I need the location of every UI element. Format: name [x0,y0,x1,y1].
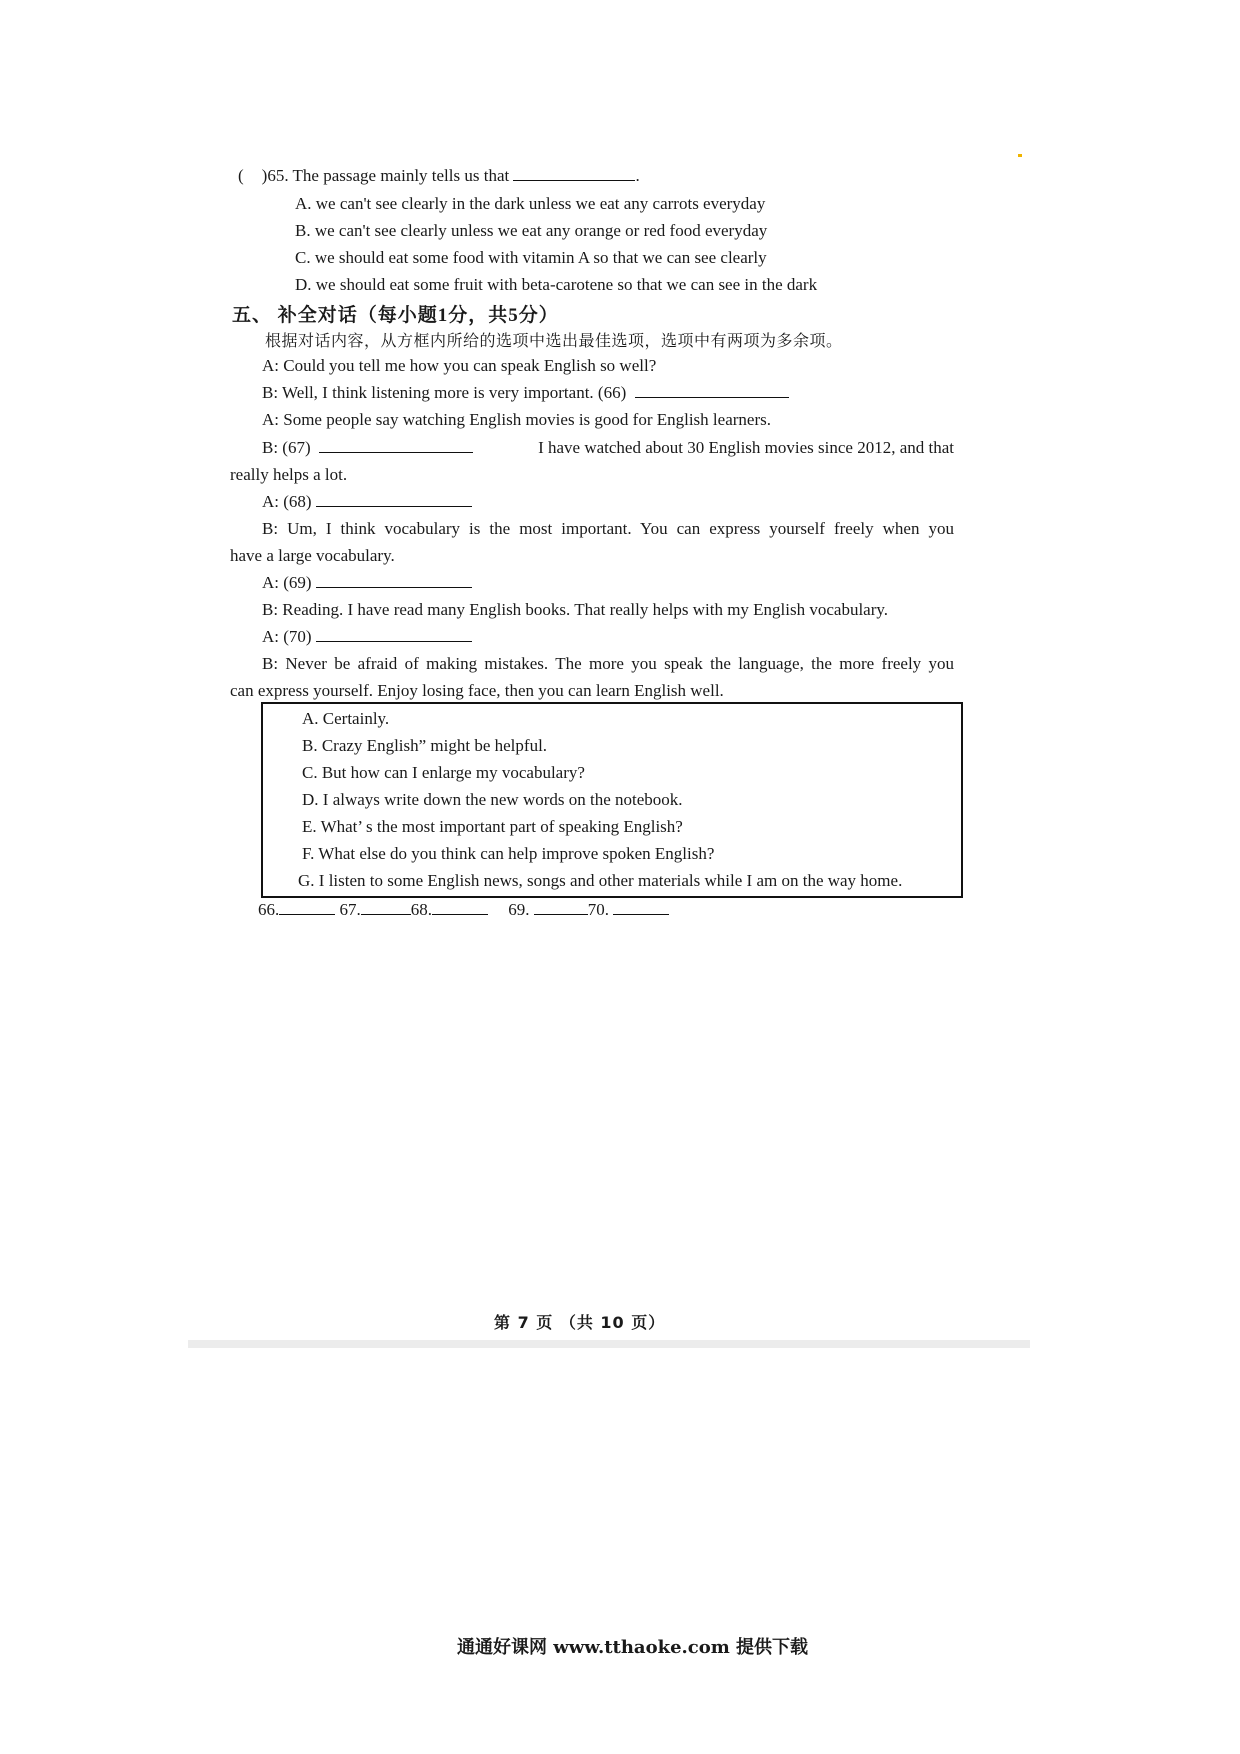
option-d: D. I always write down the new words on the notebook. [302,790,683,809]
blank-66[interactable] [635,383,789,398]
dialogue-line-2 [262,383,789,403]
section-heading: 五、 补全对话（每小题1分，共5分） [232,305,559,326]
option-c: C. But how can I enlarge my vocabulary? [302,763,585,782]
q65-period: . [635,166,640,185]
q65-stem-line [238,166,640,186]
dialogue-line-8: B: Reading. I have read many English books. That really helps with my English vocabulary. [262,600,889,619]
dialogue-line-4 [262,438,954,458]
option-e: E. What’ s the most important part of speaking English? [302,817,683,836]
dialogue-line-6-cont: have a large vocabulary. [230,546,395,565]
answer-row [258,900,669,920]
blank-69[interactable] [316,573,472,588]
q65-answer-paren: ( [238,166,244,185]
answer-blank-69[interactable] [534,900,588,915]
answer-label-70: 70. [587,900,609,919]
dialogue-line-10: B: Never be afraid of making mistakes. The more you speak the language, the more freely you [262,654,954,673]
dialogue-line-7-text: A: (69) [262,573,312,592]
answer-label-66: 66. [258,900,280,919]
option-b: B. Crazy English” might be helpful. [302,736,548,755]
option-f: F. What else do you think can help improve spoken English? [302,844,715,863]
dialogue-line-9-text: A: (70) [262,627,312,646]
dialogue-line-3: A: Some people say watching English movies is good for English learners. [262,410,771,429]
dialogue-line-4-text: I have watched about 30 English movies since 2012, and that [538,438,954,457]
section-instruction: 根据对话内容，从方框内所给的选项中选出最佳选项，选项中有两项为多余项。 [265,331,843,350]
dialogue-line-6: B: Um, I think vocabulary is the most important. You can express yourself freely when you [262,519,954,538]
blank-67[interactable] [319,438,473,453]
answer-blank-67[interactable] [361,900,411,915]
answer-blank-70[interactable] [613,900,669,915]
dialogue-line-5-text: A: (68) [262,492,312,511]
q65-option-a: A. we can't see clearly in the dark unless we eat any carrots everyday [295,194,766,213]
dialogue-line-10-cont: can express yourself. Enjoy losing face, then you can learn English well. [230,681,724,700]
page-number: 第 7 页 （共 10 页） [494,1313,666,1332]
page-bottom-rule [188,1340,1030,1348]
q65-option-d: D. we should eat some fruit with beta-carotene so that we can see in the dark [295,275,818,294]
dialogue-line-2-text: B: Well, I think listening more is very important. (66) [262,383,627,402]
stray-mark [1018,154,1022,157]
answer-label-68: 68. [410,900,432,919]
answer-blank-66[interactable] [279,900,335,915]
option-g: G. I listen to some English news, songs and other materials while I am on the way home. [298,871,903,890]
option-a: A. Certainly. [302,709,390,728]
dialogue-line-4-cont: really helps a lot. [230,465,348,484]
dialogue-line-7 [262,573,472,593]
blank-70[interactable] [316,627,472,642]
q65-option-b: B. we can't see clearly unless we eat any orange or red food everyday [295,221,768,240]
dialogue-line-9 [262,627,472,647]
dialogue-line-1: A: Could you tell me how you can speak English so well? [262,356,657,375]
footer-credit: 通通好课网 www.tthaoke.com 提供下载 [457,1637,809,1658]
q65-blank[interactable] [513,166,635,181]
dialogue-line-4-lead: B: (67) [262,438,311,457]
answer-label-69: 69. [508,900,530,919]
answer-blank-68[interactable] [432,900,488,915]
blank-68[interactable] [316,492,472,507]
q65-option-c: C. we should eat some food with vitamin A so that we can see clearly [295,248,767,267]
dialogue-line-5 [262,492,472,512]
q65-stem: )65. The passage mainly tells us that [261,166,510,185]
answer-label-67: 67. [339,900,361,919]
